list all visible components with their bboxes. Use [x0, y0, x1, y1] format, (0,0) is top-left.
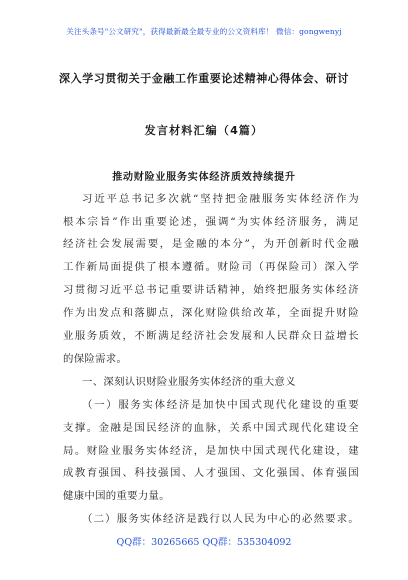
- body-paragraph-line: 支撑。金融是国民经济的血脉，关系中国式现代化建设全: [63, 422, 359, 434]
- section-heading: 推动财险业服务实体经济质效持续提升: [112, 172, 296, 183]
- body-paragraph-line: 习贯彻习近平总书记重要讲话精神，始终把服务实体经济: [63, 284, 359, 296]
- subsection-heading: 一、深刻认识财险业服务实体经济的重大意义: [82, 376, 296, 388]
- document-title-line-2: 发言材料汇编（4篇）: [144, 124, 264, 137]
- body-paragraph-line: 工作新局面提供了根本遵循。财险司（再保险司）深入学: [63, 261, 359, 273]
- footer-qq-groups: QQ群：30265665 QQ群：535304092: [116, 537, 292, 548]
- body-paragraph-line: 的保险需求。: [63, 353, 128, 365]
- header-promo-note: 关注头条号"公文研究"，获得最新最全最专业的公文资料库！ 微信：gongwenyj: [66, 27, 342, 36]
- body-paragraph-line: 业服务质效，不断满足经济社会发展和人民群众日益增长: [63, 330, 359, 342]
- body-paragraph-line: 健康中国的重要力量。: [63, 490, 170, 502]
- body-paragraph-line: 根本宗旨”作出重要论述，强调“为实体经济服务，满足: [63, 216, 359, 228]
- body-paragraph-line: 局。财险业服务实体经济，是加快中国式现代化建设，建: [63, 445, 359, 457]
- body-paragraph-line: 作为出发点和落脚点，深化财险供给改革，全面提升财险: [63, 307, 359, 319]
- body-paragraph-line: （二）服务实体经济是践行以人民为中心的必然要求。: [82, 513, 359, 525]
- body-paragraph-line: 经济社会发展需要，是金融的本分”，为开创新时代金融: [63, 238, 359, 250]
- body-paragraph-line: （一）服务实体经济是加快中国式现代化建设的重要: [82, 399, 359, 411]
- body-paragraph-line: 成教育强国、科技强国、人才强国、文化强国、体育强国: [63, 467, 359, 479]
- document-title-line-1: 深入学习贯彻关于金融工作重要论述精神心得体会、研讨: [59, 72, 349, 85]
- body-paragraph-line: 习近平总书记多次就“坚持把金融服务实体经济作为: [82, 193, 359, 205]
